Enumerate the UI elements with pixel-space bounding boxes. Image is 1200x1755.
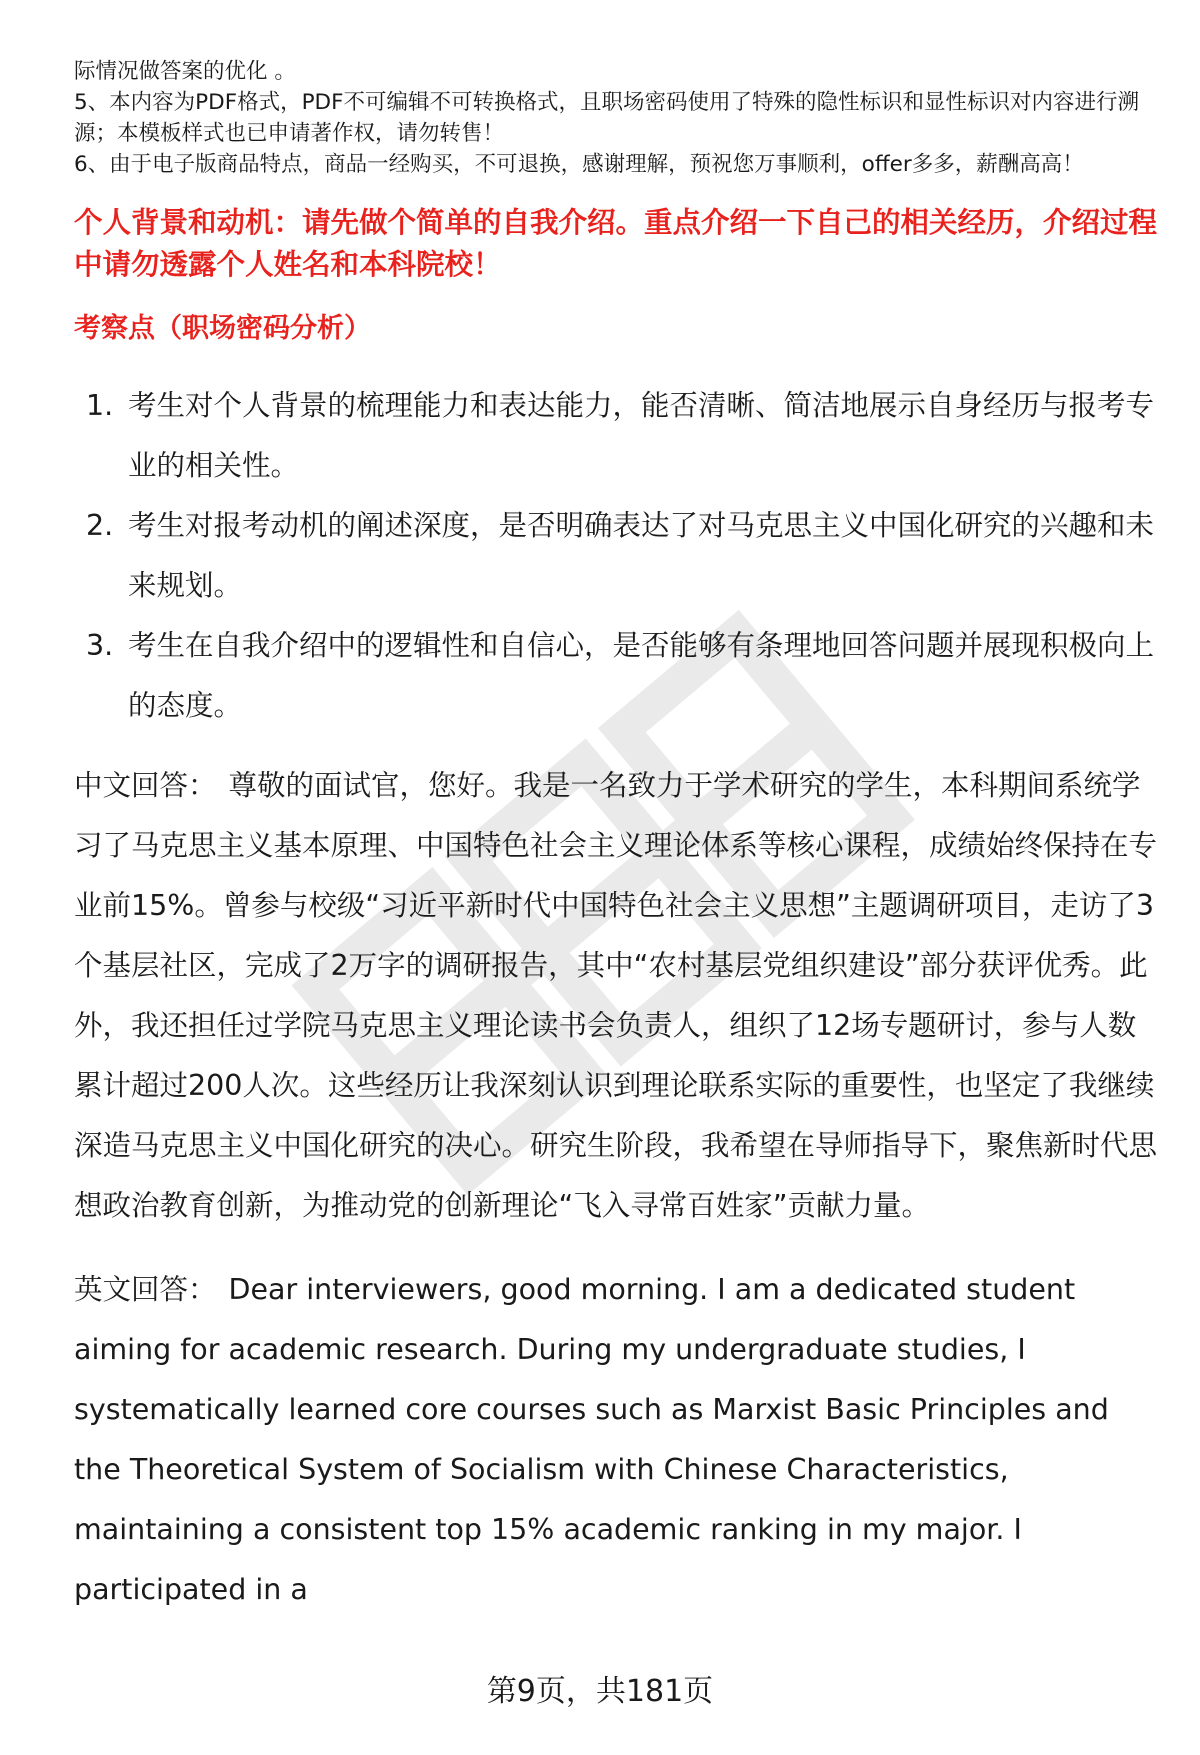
note-line: 际情况做答案的优化 。 (74, 59, 296, 84)
list-number: 1. (86, 389, 114, 422)
answer-label: 中文回答： (74, 769, 217, 802)
list-number: 2. (86, 509, 114, 542)
question-heading: 个人背景和动机：请先做个简单的自我介绍。重点介绍一下自己的相关经历，介绍过程中请勿透露个人姓名和本科院校！ (74, 206, 1158, 281)
answer-english (74, 1260, 1160, 1620)
list-text: 考生对报考动机的阐述深度，是否明确表达了对马克思主义中国化研究的兴趣和未来规划。 (128, 509, 1155, 602)
analysis-points (74, 376, 1160, 736)
analysis-title: 考察点（职场密码分析） (74, 313, 371, 344)
answer-text: 尊敬的面试官，您好。我是一名致力于学术研究的学生，本科期间系统学习了马克思主义基本原理、中国特色社会主义理论体系等核心课程，成绩始终保持在专业前15%。曾参与校级“习近平新时代中国特色社会主义思想”主题调研项目，走访了3个基层社区，完成了2万字的调研报告，其中“农村基层党组织建设”部分获评优秀。此外，我还担任过学院马克思主义理论读书会负责人，组织了12场专题研讨，参与人数累计超过200人次。这些经历让我深刻认识到理论联系实际的重要性，也坚定了我继续深造马克思主义中国化研究的决心。研究生阶段，我希望在导师指导下，聚焦新时代思想政治教育创新，为推动党的创新理论“飞入寻常百姓家”贡献力量。 (74, 769, 1158, 1222)
list-text: 考生对个人背景的梳理能力和表达能力，能否清晰、简洁地展示自身经历与报考专业的相关性。 (128, 389, 1155, 482)
list-text: 考生在自我介绍中的逻辑性和自信心，是否能够有条理地回答问题并展现积极向上的态度。 (128, 629, 1155, 722)
list-number: 3. (86, 629, 114, 662)
answer-text: Dear interviewers, good morning. I am a dedicated student aiming for academic research. During my undergraduate studies, I systematically learned core courses such as Marxist Basic Principles and the Theoretical System of Socialism with Chinese Characteristics, maintaining a consistent top 15% academic ranking in my major. I participated in a (74, 1273, 1109, 1606)
list-item (74, 496, 1160, 616)
answer-chinese (74, 756, 1160, 1236)
list-item (74, 376, 1160, 496)
list-item (74, 616, 1160, 736)
page-footer: 第9页，共181页 (486, 1674, 714, 1709)
notes-block (74, 56, 1160, 180)
answer-label: 英文回答： (74, 1273, 217, 1306)
document-page (74, 56, 1160, 1620)
note-line: 5、本内容为PDF格式，PDF不可编辑不可转换格式，且职场密码使用了特殊的隐性标识和显性标识对内容进行溯源；本模板样式也已申请著作权，请勿转售！ (74, 90, 1139, 146)
note-line: 6、由于电子版商品特点，商品一经购买，不可退换，感谢理解，预祝您万事顺利，offer多多，薪酬高高！ (74, 152, 1084, 177)
